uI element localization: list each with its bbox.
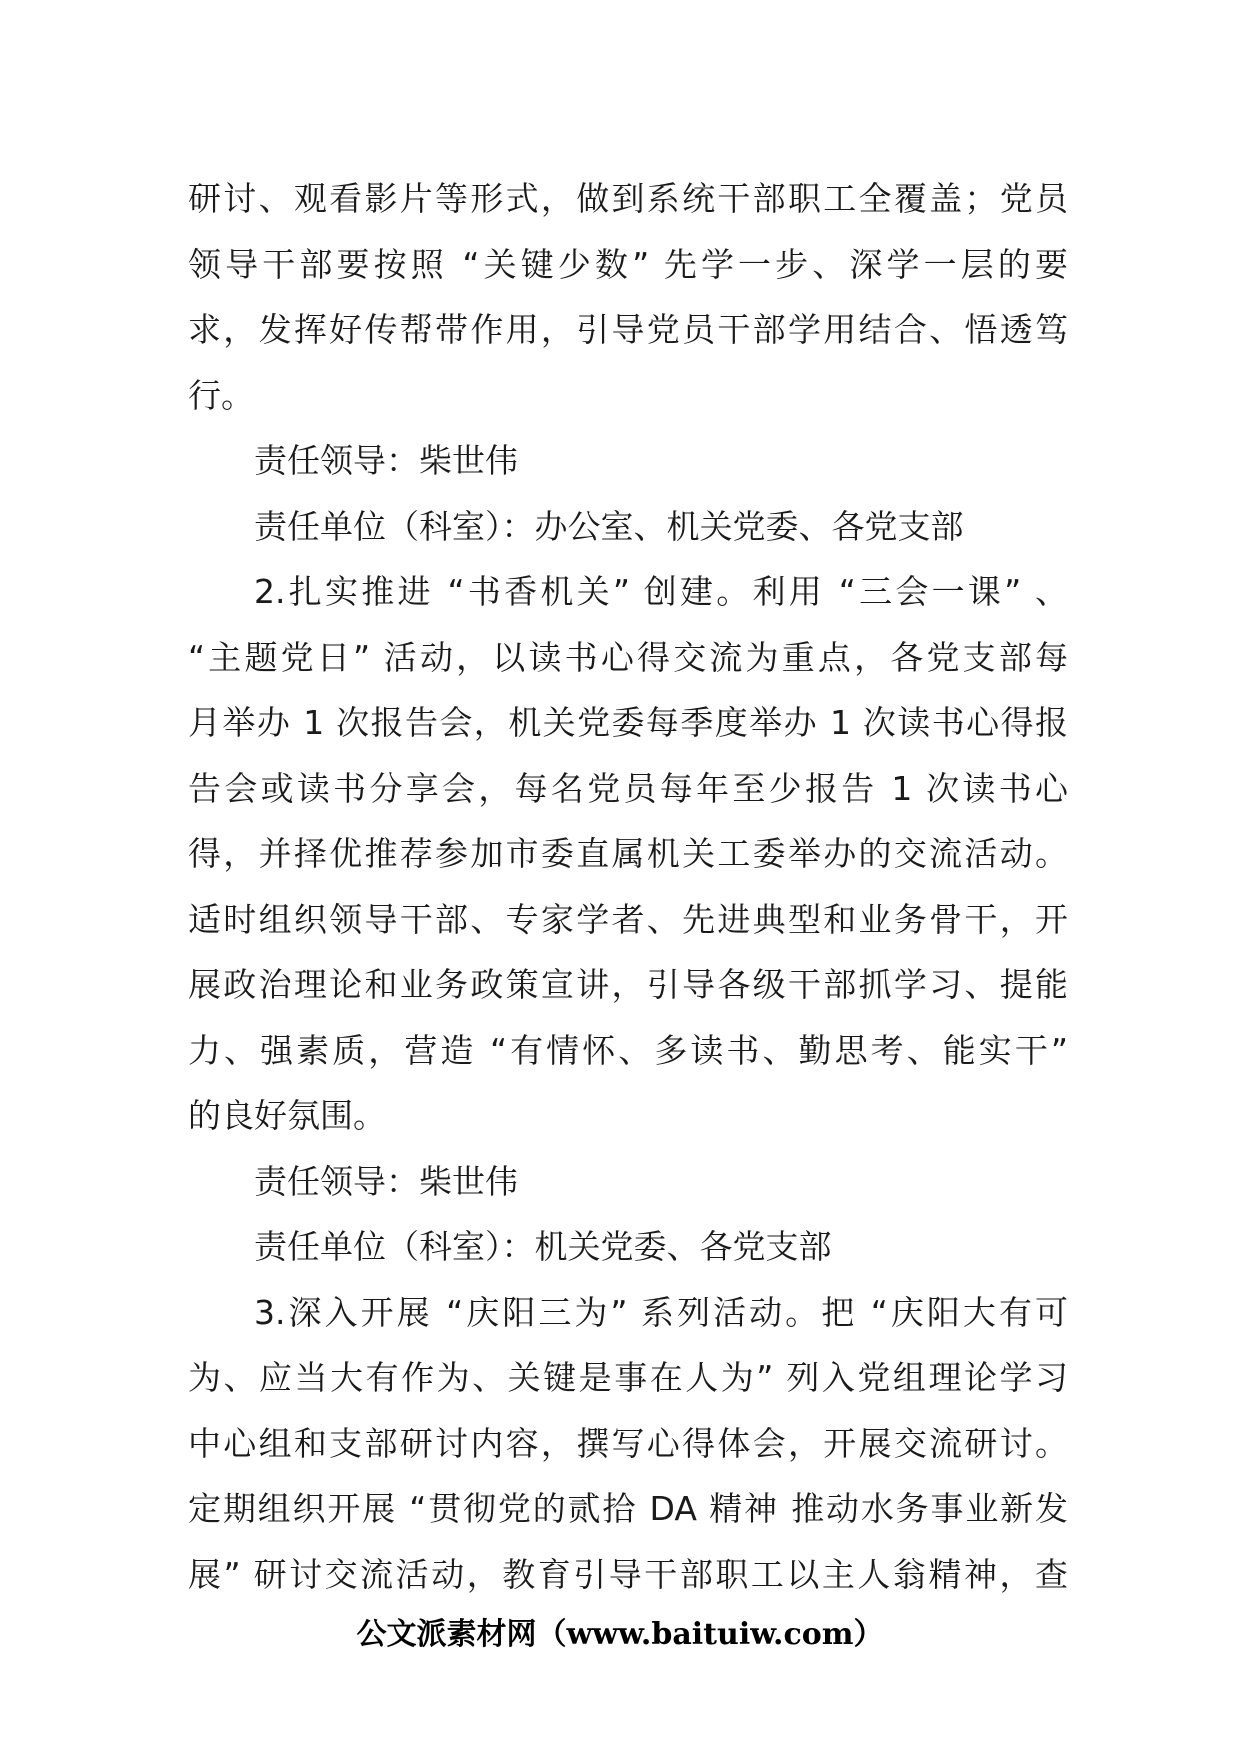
document-body [188, 166, 1068, 1607]
footer-watermark: 公文派素材网（www.baituiw.com） [356, 1617, 884, 1652]
paragraph-line: 研讨、观看影片等形式，做到系统干部职工全覆盖；党员 [188, 179, 1068, 218]
section-heading: 3.深入开展 “庆阳三为” 系列活动。把 “庆阳大有可 [254, 1292, 1068, 1332]
paragraph-line: 定期组织开展 “贯彻党的贰拾 DA 精神 推动水务事业新发 [188, 1489, 1068, 1528]
paragraph-line: 的良好氛围。 [188, 1096, 386, 1135]
paragraph-line: 得，并择优推荐参加市委直属机关工委举办的交流活动。 [188, 834, 1068, 873]
paragraph-line: 展” 研讨交流活动，教育引导干部职工以主人翁精神，查 [188, 1554, 1068, 1594]
responsible-unit: 责任单位（科室）：机关党委、各党支部 [254, 1227, 832, 1266]
paragraph-line: “主题党日” 活动，以读书心得交流为重点，各党支部每 [188, 637, 1068, 677]
responsible-leader: 责任领导：柴世伟 [254, 441, 518, 480]
paragraph-line: 为、应当大有作为、关键是事在人为” 列入党组理论学习 [188, 1358, 1068, 1397]
responsible-unit: 责任单位（科室）：办公室、机关党委、各党支部 [254, 506, 964, 546]
paragraph-line: 行。 [188, 375, 254, 415]
paragraph-line: 月举办 1 次报告会，机关党委每季度举办 1 次读书心得报 [188, 703, 1068, 742]
responsible-leader: 责任领导：柴世伟 [254, 1161, 518, 1201]
paragraph-line: 告会或读书分享会，每名党员每年至少报告 1 次读书心 [188, 768, 1068, 808]
paragraph-line: 适时组织领导干部、专家学者、先进典型和业务骨干，开 [188, 899, 1068, 939]
paragraph-line: 求，发挥好传帮带作用，引导党员干部学用结合、悟透笃 [188, 310, 1068, 349]
section-heading: 2.扎实推进 “书香机关” 创建。利用 “三会一课” 、 [254, 572, 1068, 611]
paragraph-line: 力、强素质，营造 “有情怀、多读书、勤思考、能实干” [188, 1030, 1068, 1070]
paragraph-line: 领导干部要按照 “关键少数” 先学一步、深学一层的要 [188, 244, 1068, 284]
paragraph-line: 展政治理论和业务政策宣讲，引导各级干部抓学习、提能 [188, 965, 1068, 1004]
paragraph-line: 中心组和支部研讨内容，撰写心得体会，开展交流研讨。 [188, 1423, 1068, 1463]
